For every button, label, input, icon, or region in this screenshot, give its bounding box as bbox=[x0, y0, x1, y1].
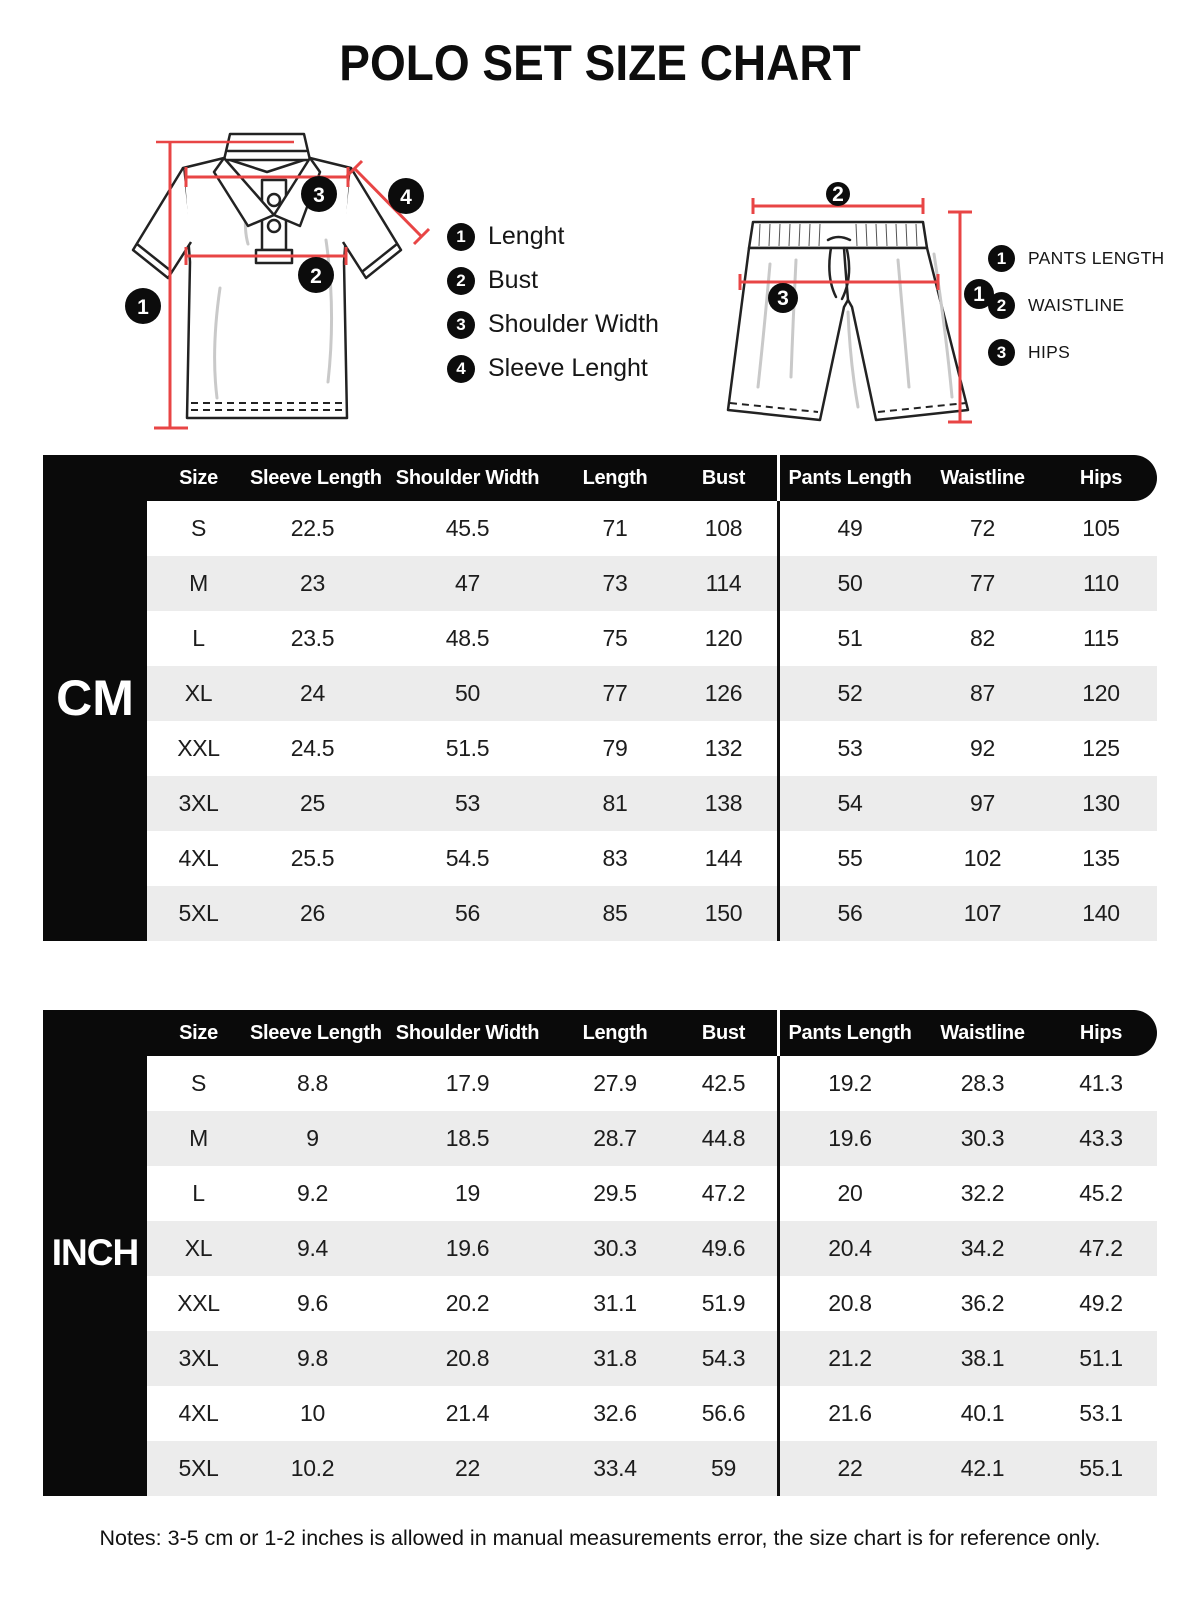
table-row bbox=[147, 556, 1157, 611]
table-cell: 92 bbox=[970, 735, 995, 761]
table-cell: 41.3 bbox=[1079, 1070, 1123, 1096]
cm-size-table bbox=[43, 455, 1157, 941]
table-cell: 51.1 bbox=[1079, 1345, 1123, 1371]
table-row bbox=[147, 1441, 1157, 1496]
shirt-badge-3 bbox=[301, 176, 337, 212]
size-cell: XXL bbox=[177, 1290, 220, 1316]
table-cell: 47 bbox=[455, 570, 480, 596]
table-row bbox=[147, 1331, 1157, 1386]
table-cell: 32.6 bbox=[593, 1400, 637, 1426]
table-cell: 73 bbox=[602, 570, 628, 596]
table-cell: 34.2 bbox=[960, 1235, 1005, 1261]
table-row bbox=[147, 501, 1157, 556]
table-cell: 115 bbox=[1083, 625, 1119, 651]
table-cell: 53.1 bbox=[1079, 1400, 1123, 1426]
table-cell: 42.5 bbox=[701, 1070, 746, 1096]
table-cell: 135 bbox=[1082, 845, 1120, 871]
size-cell: M bbox=[189, 570, 208, 596]
legend-label: PANTS LENGTH bbox=[1028, 248, 1165, 268]
table-row bbox=[147, 1221, 1157, 1276]
table-cell: 44.8 bbox=[701, 1125, 746, 1151]
column-header: Shoulder Width bbox=[395, 467, 540, 489]
shirt-legend bbox=[447, 222, 659, 383]
table-cell: 27.9 bbox=[593, 1070, 637, 1096]
table-cell: 47.2 bbox=[1079, 1235, 1123, 1261]
table-cell: 82 bbox=[970, 625, 995, 651]
column-header: Hips bbox=[1079, 467, 1123, 489]
table-cell: 20 bbox=[777, 1166, 920, 1221]
svg-text:2: 2 bbox=[310, 265, 322, 288]
legend-label: Lenght bbox=[488, 222, 565, 250]
circled-2-icon: 2 bbox=[447, 267, 475, 295]
size-cell: 5XL bbox=[178, 900, 219, 926]
table-cell: 25.5 bbox=[290, 845, 335, 871]
legend-item-pants-length bbox=[988, 245, 1165, 272]
table-cell: 33.4 bbox=[593, 1455, 637, 1481]
table-cell: 77 bbox=[602, 680, 628, 706]
table-cell: 53 bbox=[777, 721, 920, 776]
table-cell: 32.2 bbox=[960, 1180, 1005, 1206]
svg-text:4: 4 bbox=[400, 186, 412, 209]
table-cell: 24.5 bbox=[290, 735, 335, 761]
table-cell: 150 bbox=[704, 900, 743, 926]
column-header: Length bbox=[582, 1022, 648, 1044]
shirt-badge-2 bbox=[298, 257, 334, 293]
table-cell: 54.3 bbox=[701, 1345, 746, 1371]
table-cell: 9 bbox=[306, 1125, 319, 1151]
table-cell: 56 bbox=[777, 886, 920, 941]
table-cell: 25 bbox=[300, 790, 325, 816]
size-cell: 3XL bbox=[178, 1345, 219, 1371]
table-cell: 81 bbox=[602, 790, 628, 816]
size-cell: 4XL bbox=[178, 845, 219, 871]
table-row bbox=[147, 721, 1157, 776]
table-cell: 45.2 bbox=[1079, 1180, 1123, 1206]
table-cell: 49 bbox=[777, 501, 920, 556]
table-cell: 31.8 bbox=[593, 1345, 637, 1371]
circled-2-icon: 2 bbox=[988, 292, 1015, 319]
legend-label: Sleeve Lenght bbox=[488, 354, 648, 382]
table-row bbox=[147, 1386, 1157, 1441]
size-cell: XXL bbox=[177, 735, 220, 761]
table-cell: 144 bbox=[704, 845, 743, 871]
table-cell: 132 bbox=[704, 735, 743, 761]
table-cell: 20.8 bbox=[777, 1276, 920, 1331]
unit-label-inch: INCH bbox=[51, 1232, 139, 1273]
table-cell: 23.5 bbox=[290, 625, 335, 651]
table-cell: 21.4 bbox=[445, 1400, 490, 1426]
column-header: Pants Length bbox=[777, 455, 920, 501]
table-cell: 21.6 bbox=[777, 1386, 920, 1441]
column-header: Bust bbox=[701, 1022, 746, 1044]
table-cell: 23 bbox=[300, 570, 325, 596]
size-cell: 4XL bbox=[178, 1400, 219, 1426]
table-cell: 126 bbox=[704, 680, 743, 706]
table-cell: 107 bbox=[963, 900, 1002, 926]
column-header: Size bbox=[179, 1022, 218, 1044]
table-cell: 43.3 bbox=[1079, 1125, 1123, 1151]
table-header bbox=[43, 455, 1157, 501]
table-cell: 19.6 bbox=[777, 1111, 920, 1166]
table-cell: 102 bbox=[963, 845, 1002, 871]
table-cell: 56 bbox=[455, 900, 480, 926]
table-cell: 9.8 bbox=[296, 1345, 329, 1371]
table-cell: 22 bbox=[777, 1441, 920, 1496]
circled-4-icon: 4 bbox=[447, 355, 475, 383]
table-cell: 130 bbox=[1082, 790, 1120, 816]
table-cell: 48.5 bbox=[445, 625, 490, 651]
table-cell: 79 bbox=[602, 735, 628, 761]
size-cell: L bbox=[192, 1180, 205, 1206]
table-header bbox=[43, 1010, 1157, 1056]
table-cell: 26 bbox=[300, 900, 325, 926]
column-header: Length bbox=[582, 467, 648, 489]
column-header: Waistline bbox=[940, 467, 1025, 489]
polo-shirt-diagram bbox=[98, 120, 446, 442]
table-cell: 22 bbox=[455, 1455, 480, 1481]
table-cell: 49.2 bbox=[1079, 1290, 1123, 1316]
table-cell: 30.3 bbox=[960, 1125, 1005, 1151]
shorts-badge-3 bbox=[768, 283, 798, 313]
svg-text:2: 2 bbox=[832, 183, 844, 206]
table-row bbox=[147, 1111, 1157, 1166]
legend-item-bust bbox=[447, 266, 659, 295]
table-row bbox=[147, 831, 1157, 886]
table-cell: 52 bbox=[777, 666, 920, 721]
table-cell: 20.4 bbox=[777, 1221, 920, 1276]
shorts-diagram bbox=[698, 182, 1000, 444]
table-cell: 83 bbox=[602, 845, 628, 871]
table-cell: 120 bbox=[1082, 680, 1120, 706]
column-header: Waistline bbox=[940, 1022, 1025, 1044]
table-cell: 9.6 bbox=[296, 1290, 329, 1316]
column-header: Pants Length bbox=[777, 1010, 920, 1056]
table-cell: 56.6 bbox=[701, 1400, 746, 1426]
table-cell: 28.3 bbox=[960, 1070, 1005, 1096]
table-cell: 54.5 bbox=[445, 845, 490, 871]
page-title: POLO SET SIZE CHART bbox=[339, 35, 861, 91]
size-cell: 3XL bbox=[178, 790, 219, 816]
inch-unit-band bbox=[43, 1010, 147, 1496]
legend-item-length bbox=[447, 222, 659, 251]
table-cell: 72 bbox=[970, 515, 995, 541]
table-cell: 114 bbox=[705, 570, 742, 596]
table-cell: 45.5 bbox=[445, 515, 490, 541]
table-cell: 120 bbox=[704, 625, 743, 651]
table-cell: 9.2 bbox=[296, 1180, 329, 1206]
size-cell: M bbox=[189, 1125, 208, 1151]
table-cell: 49.6 bbox=[701, 1235, 746, 1261]
table-cell: 140 bbox=[1082, 900, 1120, 926]
table-cell: 24 bbox=[300, 680, 325, 706]
table-cell: 55.1 bbox=[1079, 1455, 1123, 1481]
table-cell: 18.5 bbox=[445, 1125, 490, 1151]
size-cell: L bbox=[192, 625, 205, 651]
table-cell: 138 bbox=[704, 790, 743, 816]
table-cell: 40.1 bbox=[960, 1400, 1005, 1426]
table-row bbox=[147, 1166, 1157, 1221]
unit-label-cm: CM bbox=[56, 670, 134, 726]
table-cell: 53 bbox=[455, 790, 480, 816]
column-header: Sleeve Length bbox=[250, 467, 382, 489]
table-cell: 75 bbox=[602, 625, 628, 651]
table-body bbox=[147, 1056, 1157, 1496]
table-cell: 29.5 bbox=[593, 1180, 637, 1206]
circled-1-icon: 1 bbox=[988, 245, 1015, 272]
table-cell: 97 bbox=[970, 790, 995, 816]
table-cell: 77 bbox=[970, 570, 995, 596]
size-cell: 5XL bbox=[178, 1455, 219, 1481]
table-cell: 51 bbox=[777, 611, 920, 666]
size-cell: S bbox=[190, 515, 207, 541]
circled-3-icon: 3 bbox=[447, 311, 475, 339]
table-row bbox=[147, 666, 1157, 721]
table-cell: 71 bbox=[602, 515, 628, 541]
size-cell: XL bbox=[184, 1235, 213, 1261]
table-row bbox=[147, 886, 1157, 941]
legend-item-waistline bbox=[988, 292, 1165, 319]
table-cell: 87 bbox=[970, 680, 995, 706]
table-cell: 54 bbox=[777, 776, 920, 831]
legend-item-sleeve-length bbox=[447, 354, 659, 383]
table-cell: 50 bbox=[455, 680, 480, 706]
table-cell: 10.2 bbox=[290, 1455, 335, 1481]
legend-label: Shoulder Width bbox=[488, 310, 659, 338]
table-cell: 20.8 bbox=[445, 1345, 490, 1371]
legend-item-hips bbox=[988, 339, 1165, 366]
shorts-badge-2 bbox=[826, 182, 850, 206]
table-cell: 108 bbox=[704, 515, 743, 541]
table-cell: 85 bbox=[602, 900, 628, 926]
shirt-badge-1 bbox=[125, 288, 161, 324]
table-cell: 22.5 bbox=[290, 515, 335, 541]
footnote: Notes: 3-5 cm or 1-2 inches is allowed in manual measurements error, the size chart is for reference only. bbox=[99, 1526, 1101, 1550]
table-cell: 59 bbox=[711, 1455, 736, 1481]
column-header: Size bbox=[179, 467, 218, 489]
table-cell: 19 bbox=[455, 1180, 480, 1206]
table-cell: 110 bbox=[1083, 570, 1119, 596]
table-cell: 50 bbox=[777, 556, 920, 611]
table-cell: 20.2 bbox=[445, 1290, 490, 1316]
svg-text:3: 3 bbox=[777, 287, 789, 310]
legend-label: WAISTLINE bbox=[1028, 295, 1125, 315]
table-cell: 36.2 bbox=[960, 1290, 1005, 1316]
shirt-badge-4 bbox=[388, 178, 424, 214]
table-cell: 28.7 bbox=[593, 1125, 637, 1151]
table-row bbox=[147, 776, 1157, 831]
table-cell: 55 bbox=[777, 831, 920, 886]
table-body bbox=[147, 501, 1157, 941]
table-cell: 51.5 bbox=[445, 735, 490, 761]
svg-text:3: 3 bbox=[313, 184, 325, 207]
table-cell: 10 bbox=[300, 1400, 325, 1426]
column-header: Bust bbox=[701, 467, 746, 489]
table-cell: 17.9 bbox=[445, 1070, 490, 1096]
table-cell: 125 bbox=[1082, 735, 1120, 761]
legend-item-shoulder-width bbox=[447, 310, 659, 339]
table-cell: 42.1 bbox=[960, 1455, 1005, 1481]
table-cell: 30.3 bbox=[593, 1235, 637, 1261]
column-header: Hips bbox=[1079, 1022, 1123, 1044]
column-header: Shoulder Width bbox=[395, 1022, 540, 1044]
circled-3-icon: 3 bbox=[988, 339, 1015, 366]
legend-label: HIPS bbox=[1028, 342, 1071, 362]
size-cell: S bbox=[190, 1070, 207, 1096]
table-row bbox=[147, 1056, 1157, 1111]
inch-size-table bbox=[43, 1010, 1157, 1496]
table-cell: 31.1 bbox=[593, 1290, 637, 1316]
table-cell: 105 bbox=[1082, 515, 1120, 541]
table-cell: 19.2 bbox=[777, 1056, 920, 1111]
table-cell: 9.4 bbox=[296, 1235, 329, 1261]
table-cell: 51.9 bbox=[701, 1290, 746, 1316]
table-cell: 21.2 bbox=[777, 1331, 920, 1386]
svg-text:1: 1 bbox=[973, 283, 985, 306]
column-header: Sleeve Length bbox=[250, 1022, 382, 1044]
circled-1-icon: 1 bbox=[447, 223, 475, 251]
table-row bbox=[147, 1276, 1157, 1331]
table-row bbox=[147, 611, 1157, 666]
svg-text:1: 1 bbox=[137, 296, 149, 319]
table-cell: 8.8 bbox=[296, 1070, 329, 1096]
table-cell: 47.2 bbox=[701, 1180, 746, 1206]
cm-unit-band bbox=[43, 455, 147, 941]
table-cell: 38.1 bbox=[960, 1345, 1005, 1371]
table-cell: 19.6 bbox=[445, 1235, 490, 1261]
legend-label: Bust bbox=[488, 266, 539, 294]
size-cell: XL bbox=[184, 680, 213, 706]
shorts-legend bbox=[988, 245, 1165, 366]
